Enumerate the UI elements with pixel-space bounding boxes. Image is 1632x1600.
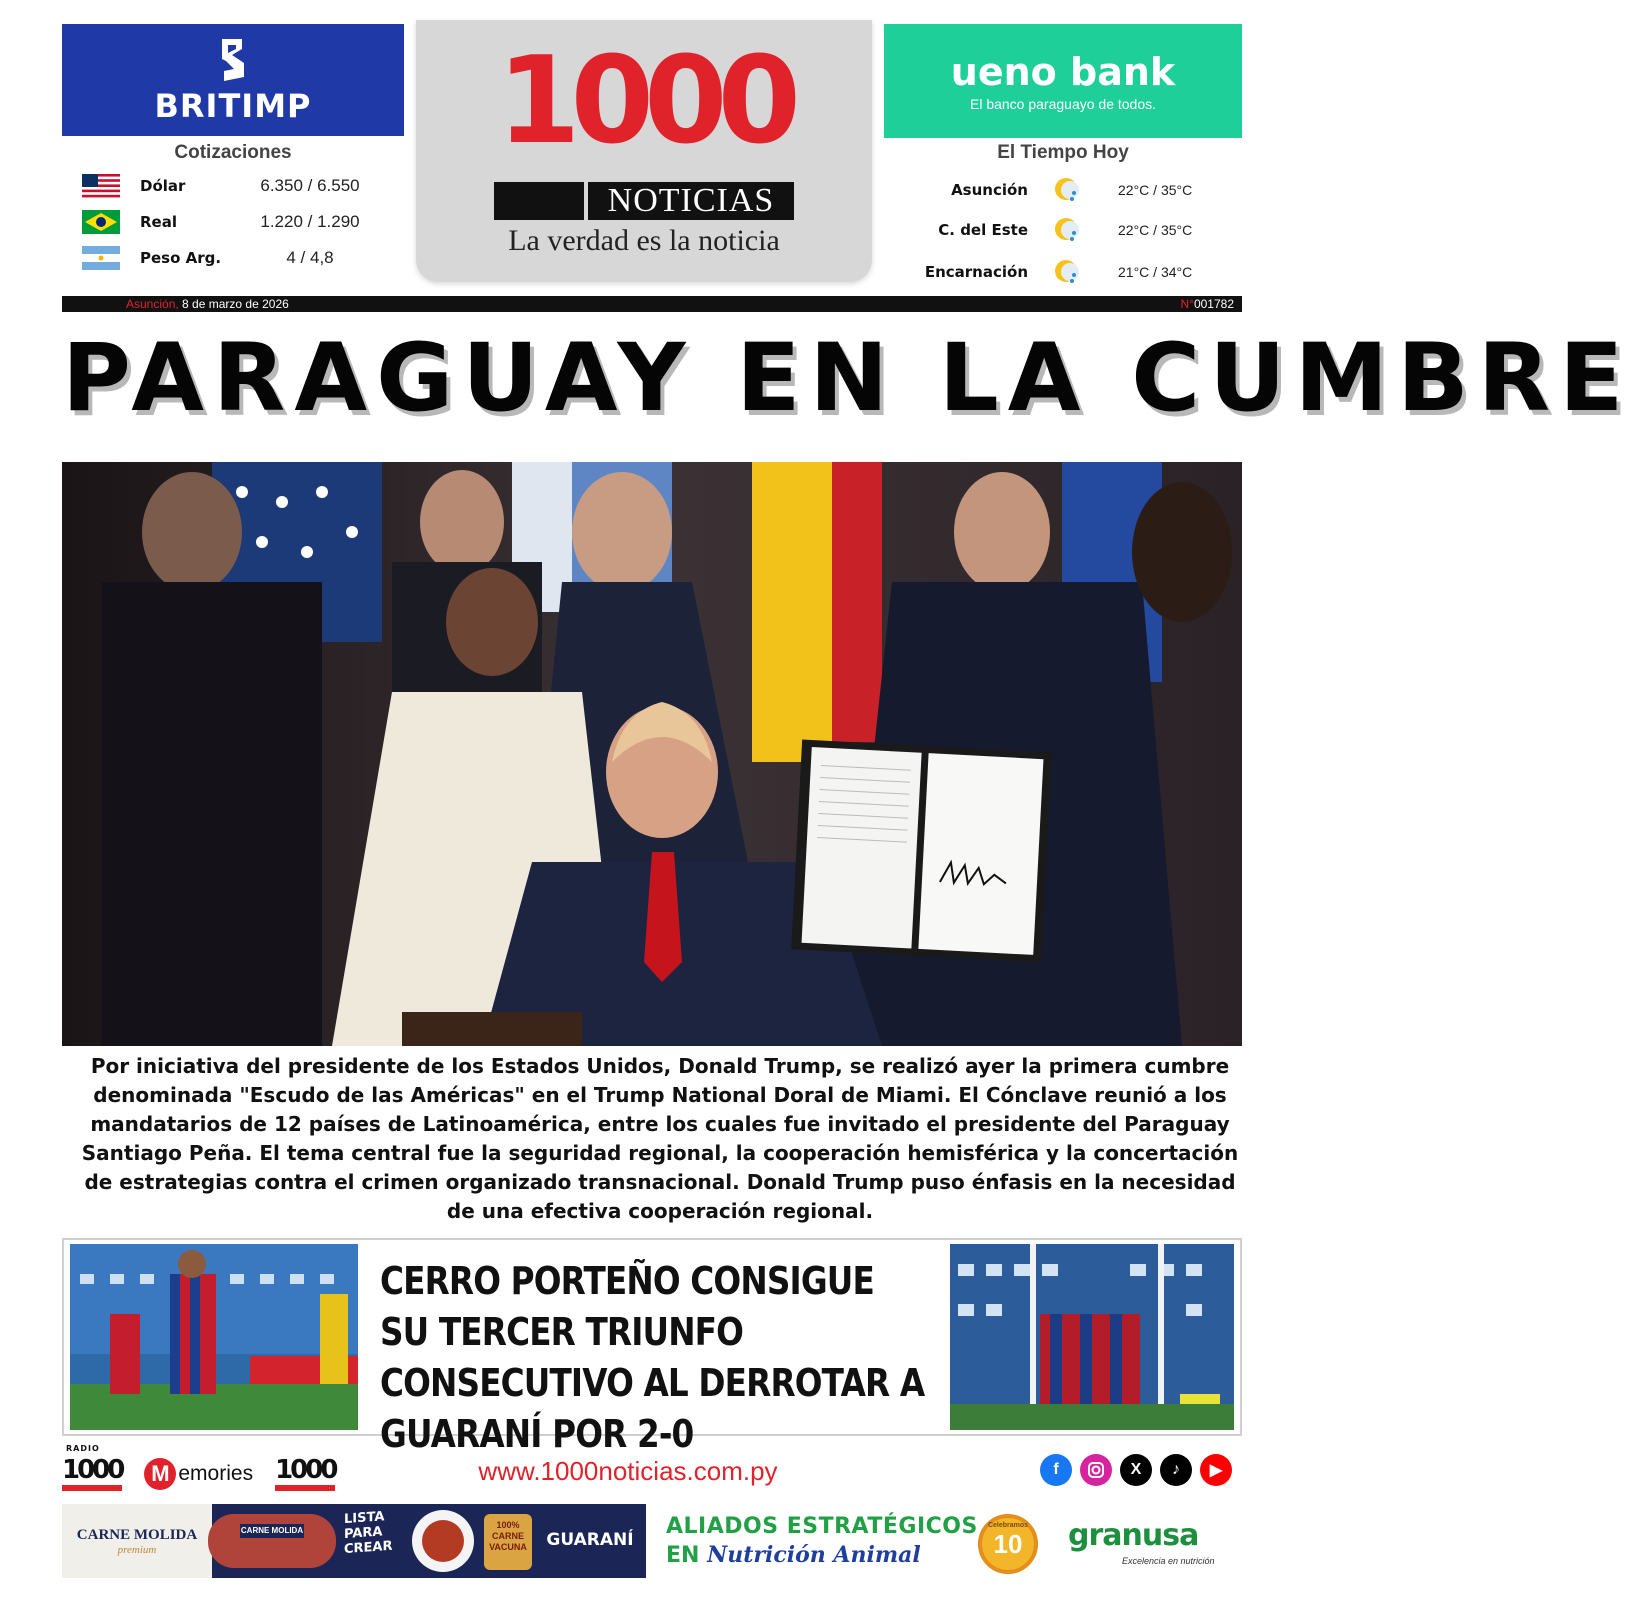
granusa-line1: ALIADOS ESTRATÉGICOS [666,1514,978,1539]
radio-1000-logo[interactable] [62,1444,123,1491]
dateline-date-wrap [126,297,289,311]
guarani-ad[interactable] [62,1504,646,1578]
memories-name: emories [178,1462,254,1485]
ground-beef-package-icon [208,1514,336,1568]
granusa-ad[interactable] [656,1504,1242,1578]
tv-band [275,1485,335,1491]
granusa-tagline: Excelencia en nutrición [1122,1556,1215,1566]
weather-city: Asunción [951,181,1028,199]
media-logos [62,1444,336,1496]
package-label: CARNE MOLIDA [240,1524,304,1538]
ueno-bank-ad[interactable] [884,24,1242,138]
sports-photo-right [950,1244,1234,1430]
guarani-product-panel [62,1504,212,1578]
instagram-icon[interactable] [1080,1454,1112,1486]
partly-sunny-rain-icon [1048,174,1088,206]
partly-sunny-rain-icon [1048,256,1088,288]
guarani-variant: premium [117,1543,157,1556]
brazil-flag-icon [82,210,120,234]
youtube-icon[interactable]: ▶ [1200,1454,1232,1486]
edition-number-prefix: N° [1180,297,1194,311]
summit-signing-photo [62,462,1242,1046]
britimp-logo-icon [216,35,250,83]
granusa-line2 [666,1542,921,1568]
quote-value: 6.350 / 6.550 [260,176,360,195]
lead-paragraph: Por iniciativa del presidente de los Estados Unidos, Donald Trump, se realizó ayer la primera cumbre denominada "Escudo de las Américas" en el Trump National Doral de Miami. El Cónclave reunió a los mandatarios de 12 países de Latinoamérica, entre los cuales fue invitado el presidente del Paraguay Santiago Peña. El tema central fue la seguridad regional, la cooperación hemisférica y la concertación de estrategias contra el crimen organizado transnacional. Donald Trump puso énfasis en la necesidad de una efectiva cooperación regional. [81,1054,1239,1223]
guarani-badge: 100% CARNE VACUNA [484,1514,532,1570]
quote-row-peso-arg [82,244,382,272]
guarani-product: CARNE MOLIDA [76,1526,198,1543]
dateline-city: Asunción, [126,297,179,311]
dateline-bar [62,296,1242,312]
weather-temp: 21°C / 34°C [1118,264,1193,280]
weather-city: Encarnación [924,263,1028,281]
x-icon[interactable]: X [1120,1454,1152,1486]
weather-city: C. del Este [938,221,1028,239]
radio-number: 1000 [62,1455,123,1485]
quote-currency: Dólar [140,177,186,195]
weather-row-cde [900,214,1240,246]
sports-headline: CERRO PORTEÑO CONSIGUE SU TERCER TRIUNFO CONSECUTIVO AL DERROTAR A GUARANÍ POR 2-0 [380,1259,925,1456]
memories-logo[interactable] [144,1458,253,1490]
masthead-slogan: La verdad es la noticia [508,224,780,257]
quote-row-dolar [82,172,382,200]
edition-number-wrap [1180,297,1234,311]
radio-band [62,1485,122,1491]
sports-photo-left [70,1244,358,1430]
masthead-number: 1000 [497,32,791,171]
britimp-ad[interactable] [62,24,404,136]
social-links [1040,1454,1232,1486]
masthead-name: NOTICIAS [588,182,794,220]
partly-sunny-rain-icon [1048,214,1088,246]
tv-number: 1000 [275,1455,336,1485]
guarani-list-text: LISTA PARA CREAR [344,1509,393,1558]
quotes-title: Cotizaciones [174,142,292,163]
argentina-flag-icon [82,246,120,270]
facebook-icon[interactable]: f [1040,1454,1072,1486]
us-flag-icon [82,174,120,198]
tv-1000-logo[interactable] [275,1457,335,1491]
granusa-line2-em: Nutrición Animal [707,1542,921,1568]
quote-value: 1.220 / 1.290 [260,212,360,231]
masthead-logo[interactable] [416,20,872,282]
weather-row-encarnacion [900,256,1240,288]
weather-temp: 22°C / 35°C [1118,182,1193,198]
quote-currency: Real [140,213,177,231]
memories-m-icon: M [144,1458,176,1490]
weather-row-asuncion [900,174,1240,206]
quote-row-real [82,208,382,236]
edition-number: 001782 [1193,297,1234,311]
anniversary-number: 10 [993,1528,1023,1559]
granusa-brand: granusa [1068,1518,1199,1553]
granusa-line2-prefix: EN [666,1543,700,1568]
guarani-brand: GUARANÍ [546,1530,634,1550]
radio-label: RADIO [66,1444,100,1453]
main-photo[interactable] [62,462,1242,1046]
main-headline: PARAGUAY EN LA CUMBRE [62,324,1632,433]
tiktok-icon[interactable]: ♪ [1160,1454,1192,1486]
anniversary-label: Celebramos [987,1522,1029,1529]
website-link[interactable]: www.1000noticias.com.py [478,1456,778,1486]
dateline-date: 8 de marzo de 2026 [182,297,289,311]
quote-value: 4 / 4,8 [286,248,334,267]
britimp-brand: BRITIMP [154,87,312,125]
anniversary-badge [978,1514,1038,1574]
ueno-tagline: El banco paraguayo de todos. [969,96,1157,112]
masthead-name-bar [494,182,794,220]
weather-title: El Tiempo Hoy [997,142,1129,163]
ueno-brand: ueno bank [950,50,1176,94]
food-plate-icon [412,1510,474,1572]
weather-temp: 22°C / 35°C [1118,222,1193,238]
quote-currency: Peso Arg. [140,249,222,267]
